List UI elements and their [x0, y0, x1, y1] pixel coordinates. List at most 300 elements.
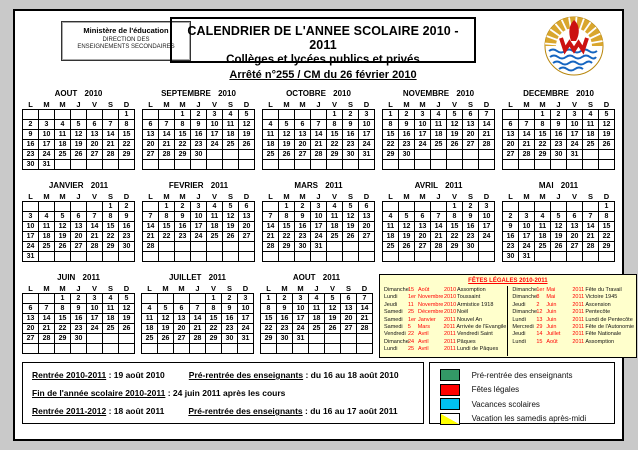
day-cell: 18 [55, 140, 71, 150]
day-cell: 25 [55, 150, 71, 160]
weekday-header: D [123, 283, 130, 293]
holiday-row [512, 331, 634, 338]
day-cell: 3 [567, 110, 583, 120]
holiday-row [512, 287, 634, 294]
day-cell: 18 [327, 222, 343, 232]
day-cell: 5 [399, 212, 415, 222]
day-cell: 17 [39, 140, 55, 150]
day-cell: 4 [103, 294, 119, 304]
holiday-date: 11 [408, 301, 414, 308]
legend-row [440, 413, 614, 425]
day-cell: 26 [399, 242, 415, 252]
month-calendar [142, 89, 255, 170]
day-cell: 23 [343, 140, 359, 150]
month-grid [141, 283, 254, 354]
day-cell: 2 [551, 110, 567, 120]
french-polynesia-emblem-icon [542, 14, 606, 78]
day-cell: 8 [599, 212, 615, 222]
day-cell [567, 160, 583, 170]
day-cell: 27 [143, 150, 159, 160]
holiday-row [384, 324, 506, 331]
holiday-day: Dimanche [512, 287, 538, 293]
day-cell: 24 [238, 324, 254, 334]
day-cell: 6 [87, 120, 103, 130]
day-cell: 14 [479, 120, 495, 130]
holiday-day: Dimanche [384, 338, 409, 345]
holiday-date: 29 [536, 324, 543, 331]
note-label: Rentrée 2010-2011 [32, 370, 107, 380]
holiday-month: Janvier [418, 316, 436, 323]
holiday-date: 25 [408, 309, 415, 316]
weekday-header: S [467, 99, 473, 109]
month-grid [262, 191, 375, 262]
day-cell: 5 [343, 202, 359, 212]
day-cell: 8 [383, 120, 399, 130]
day-cell: 17 [23, 232, 39, 242]
day-cell: 28 [39, 334, 55, 344]
weekday-header: V [211, 191, 217, 201]
day-cell: 21 [519, 140, 535, 150]
day-cell: 12 [119, 304, 135, 314]
day-cell: 2 [222, 294, 238, 304]
holiday-day: Samedi [384, 324, 403, 331]
day-cell: 9 [551, 120, 567, 130]
day-cell: 16 [119, 222, 135, 232]
day-cell: 18 [207, 222, 223, 232]
day-cell: 14 [263, 222, 279, 232]
day-cell [159, 252, 175, 262]
holiday-year: 2011 [572, 324, 585, 331]
weekday-header: J [436, 191, 441, 201]
day-cell: 1 [599, 202, 615, 212]
day-cell [503, 202, 519, 212]
day-cell [551, 202, 567, 212]
weekday-header: J [314, 283, 319, 293]
holiday-name: Assomption [585, 338, 615, 345]
holiday-date: 13 [536, 316, 543, 323]
day-cell: 21 [159, 140, 175, 150]
day-cell: 29 [261, 334, 277, 344]
day-cell: 24 [311, 232, 327, 242]
day-cell: 22 [383, 140, 399, 150]
weekday-header: V [91, 283, 97, 293]
day-cell [519, 202, 535, 212]
holiday-year: 2010 [444, 294, 457, 301]
day-cell: 11 [223, 120, 239, 130]
day-cell [309, 334, 325, 344]
month-calendar [262, 181, 375, 262]
holiday-year: 2011 [572, 316, 585, 323]
holiday-date: 2 [536, 301, 540, 308]
day-cell: 16 [191, 130, 207, 140]
day-cell: 5 [55, 212, 71, 222]
holiday-name: Assomption [457, 287, 486, 293]
note-label: Pré-rentrée des enseignants [188, 406, 303, 416]
day-cell: 28 [190, 334, 206, 344]
weekday-header: V [571, 191, 577, 201]
day-cell: 9 [119, 212, 135, 222]
day-cell: 21 [357, 314, 373, 324]
weekday-header: D [123, 191, 130, 201]
holiday-month: Avril [418, 338, 429, 345]
day-cell [431, 252, 447, 262]
weekday-header: M [539, 191, 546, 201]
day-cell [463, 150, 479, 160]
day-cell [39, 202, 55, 212]
day-cell [383, 160, 399, 170]
day-cell [261, 344, 277, 354]
day-cell: 4 [327, 202, 343, 212]
day-cell: 24 [415, 140, 431, 150]
note-segment: Pré-rentrée des enseignants : du 16 au 17 août 2011 [188, 406, 398, 416]
day-cell [87, 344, 103, 354]
holiday-name: Pentecôte [585, 309, 611, 316]
day-cell: 5 [158, 304, 174, 314]
weekday-header: J [195, 283, 200, 293]
holiday-date: 15 [536, 338, 543, 345]
month-title: DECEMBRE 2010 [523, 89, 594, 98]
day-cell: 21 [263, 232, 279, 242]
day-cell: 16 [343, 130, 359, 140]
day-cell: 22 [447, 232, 463, 242]
weekday-header: M [43, 283, 50, 293]
day-cell [325, 334, 341, 344]
day-cell: 28 [519, 150, 535, 160]
holiday-year: 2011 [444, 338, 456, 345]
holiday-year: 2011 [444, 316, 456, 323]
day-cell: 22 [279, 232, 295, 242]
holiday-row [384, 339, 506, 346]
month-grid [382, 99, 495, 170]
day-cell [158, 294, 174, 304]
day-cell: 18 [309, 314, 325, 324]
day-cell: 21 [143, 232, 159, 242]
day-cell: 3 [39, 120, 55, 130]
holiday-day: Dimanche [384, 287, 409, 293]
day-cell [311, 160, 327, 170]
holiday-month: Mai [546, 287, 556, 293]
day-cell [119, 334, 135, 344]
day-cell: 26 [71, 150, 87, 160]
day-cell: 26 [55, 242, 71, 252]
day-cell: 4 [535, 212, 551, 222]
day-cell: 30 [277, 334, 293, 344]
day-cell: 15 [206, 314, 222, 324]
day-cell [599, 160, 615, 170]
day-cell: 26 [551, 242, 567, 252]
legend-label: Pré-rentrée des enseignants [471, 370, 573, 380]
day-cell: 13 [503, 130, 519, 140]
day-cell [599, 252, 615, 262]
day-cell [279, 160, 295, 170]
day-cell: 24 [39, 150, 55, 160]
day-cell: 25 [263, 150, 279, 160]
day-cell: 5 [119, 294, 135, 304]
weekday-header: L [147, 283, 152, 293]
day-cell [327, 252, 343, 262]
day-cell: 13 [239, 212, 255, 222]
legend-label: Fêtes légales [471, 385, 520, 394]
day-cell: 11 [583, 120, 599, 130]
weekday-header: J [76, 191, 81, 201]
day-cell: 2 [175, 202, 191, 212]
day-cell [158, 344, 174, 354]
weekday-header: D [243, 191, 250, 201]
day-cell: 4 [55, 120, 71, 130]
day-cell: 4 [263, 120, 279, 130]
day-cell [23, 344, 39, 354]
day-cell: 10 [415, 120, 431, 130]
day-cell: 8 [55, 304, 71, 314]
day-cell: 1 [279, 202, 295, 212]
weekday-header: J [556, 191, 561, 201]
legend-swatch-h [440, 413, 460, 425]
holiday-date: 22 [408, 331, 415, 338]
day-cell [479, 252, 495, 262]
day-cell: 23 [175, 232, 191, 242]
day-cell [359, 242, 375, 252]
day-cell: 13 [341, 304, 357, 314]
day-cell: 24 [23, 242, 39, 252]
day-cell: 22 [206, 324, 222, 334]
day-cell [191, 242, 207, 252]
day-cell: 16 [222, 314, 238, 324]
day-cell: 22 [261, 324, 277, 334]
month-title: AOUT 2010 [54, 89, 103, 98]
day-cell: 8 [261, 304, 277, 314]
day-cell: 6 [567, 212, 583, 222]
day-cell: 25 [207, 232, 223, 242]
holiday-year: 2010 [444, 301, 457, 308]
day-cell: 19 [223, 222, 239, 232]
day-cell: 3 [359, 110, 375, 120]
day-cell: 27 [415, 242, 431, 252]
holiday-day: Lundi [512, 316, 526, 323]
day-cell: 20 [239, 222, 255, 232]
day-cell: 6 [463, 110, 479, 120]
key-dates-notes [22, 362, 424, 424]
day-cell [39, 344, 55, 354]
day-cell: 3 [191, 202, 207, 212]
weekday-header: V [210, 283, 216, 293]
day-cell: 6 [359, 202, 375, 212]
holiday-name: Vendredi Saint [457, 331, 493, 338]
day-cell: 14 [583, 222, 599, 232]
day-cell: 24 [359, 140, 375, 150]
weekday-header: D [243, 99, 250, 109]
day-cell: 10 [479, 212, 495, 222]
day-cell: 29 [383, 150, 399, 160]
holiday-name: Fête du Travail [585, 287, 622, 293]
day-cell: 2 [23, 120, 39, 130]
note-segment: Rentrée 2011-2012 : 18 août 2011 [32, 406, 165, 416]
day-cell [535, 202, 551, 212]
day-cell: 1 [261, 294, 277, 304]
month-title: NOVEMBRE 2010 [402, 89, 475, 98]
day-cell: 8 [159, 212, 175, 222]
day-cell: 22 [55, 324, 71, 334]
day-cell [175, 160, 191, 170]
day-cell: 16 [463, 222, 479, 232]
weekday-header: L [508, 191, 513, 201]
holiday-name: Toussaint [457, 294, 481, 301]
weekday-header: J [316, 191, 321, 201]
month-grid [22, 283, 135, 354]
day-cell: 21 [431, 232, 447, 242]
day-cell: 8 [279, 212, 295, 222]
day-cell: 11 [431, 120, 447, 130]
day-cell: 29 [535, 150, 551, 160]
day-cell: 26 [223, 232, 239, 242]
day-cell: 30 [23, 160, 39, 170]
day-cell: 3 [415, 110, 431, 120]
weekday-header: V [331, 99, 337, 109]
day-cell: 19 [119, 314, 135, 324]
note-segment: Pré-rentrée des enseignants : du 16 au 18 août 2010 [188, 370, 399, 380]
day-cell: 18 [431, 130, 447, 140]
day-cell [143, 202, 159, 212]
month-title: AVRIL 2011 [414, 181, 463, 190]
day-cell [383, 202, 399, 212]
day-cell: 26 [599, 140, 615, 150]
note-label: Pré-rentrée des enseignants [188, 370, 304, 380]
weekday-header: V [571, 99, 577, 109]
day-cell [191, 160, 207, 170]
day-cell [55, 202, 71, 212]
holiday-month: Juin [546, 309, 557, 316]
day-cell: 16 [71, 314, 87, 324]
legend-swatch-c [440, 398, 460, 410]
day-cell [239, 160, 255, 170]
day-cell: 20 [341, 314, 357, 324]
day-cell: 1 [447, 202, 463, 212]
weekday-header: J [76, 99, 81, 109]
day-cell [71, 202, 87, 212]
day-cell: 26 [119, 324, 135, 334]
page-subtitle: Collèges et lycées publics et privés [226, 54, 420, 66]
day-cell: 6 [295, 120, 311, 130]
day-cell: 17 [311, 222, 327, 232]
weekday-header: L [148, 99, 153, 109]
day-cell: 2 [295, 202, 311, 212]
day-cell [223, 160, 239, 170]
weekday-header: S [226, 283, 232, 293]
day-cell: 30 [551, 150, 567, 160]
month-grid [502, 99, 615, 170]
day-cell: 9 [277, 304, 293, 314]
day-cell: 18 [383, 232, 399, 242]
weekday-header: S [587, 191, 593, 201]
day-cell: 30 [71, 334, 87, 344]
day-cell: 20 [567, 232, 583, 242]
day-cell [431, 160, 447, 170]
weekday-header: S [347, 191, 353, 201]
day-cell: 29 [447, 242, 463, 252]
day-cell [190, 344, 206, 354]
legal-holidays-table [379, 274, 637, 358]
day-cell [479, 160, 495, 170]
day-cell: 23 [119, 232, 135, 242]
day-cell: 27 [23, 334, 39, 344]
day-cell: 20 [143, 140, 159, 150]
holiday-row [384, 302, 506, 309]
day-cell: 25 [39, 242, 55, 252]
weekday-header: M [523, 191, 530, 201]
day-cell: 5 [71, 120, 87, 130]
legal-holidays-title: FÊTES LÉGALES 2010-2011 [468, 278, 548, 284]
holiday-row [384, 287, 506, 294]
day-cell: 16 [551, 130, 567, 140]
day-cell [206, 344, 222, 354]
day-cell: 15 [159, 222, 175, 232]
holiday-name: Pâques [457, 338, 476, 345]
day-cell: 24 [519, 242, 535, 252]
day-cell: 6 [23, 304, 39, 314]
weekday-header: L [28, 99, 33, 109]
day-cell [23, 294, 39, 304]
holiday-month: Août [546, 338, 558, 345]
day-cell [103, 334, 119, 344]
day-cell: 5 [325, 294, 341, 304]
month-title: MARS 2011 [294, 181, 343, 190]
day-cell [583, 150, 599, 160]
holiday-day: Mercredi [512, 324, 534, 331]
day-cell: 29 [206, 334, 222, 344]
day-cell: 12 [325, 304, 341, 314]
day-cell [551, 252, 567, 262]
day-cell [583, 252, 599, 262]
day-cell: 29 [279, 242, 295, 252]
day-cell: 2 [343, 110, 359, 120]
day-cell: 9 [191, 120, 207, 130]
weekday-header: V [451, 191, 457, 201]
day-cell [311, 110, 327, 120]
day-cell: 30 [119, 242, 135, 252]
weekday-header: M [178, 283, 185, 293]
weekday-header: J [196, 191, 201, 201]
day-cell [415, 160, 431, 170]
day-cell: 11 [263, 130, 279, 140]
weekday-header: M [523, 99, 530, 109]
day-cell: 21 [103, 140, 119, 150]
day-cell: 15 [279, 222, 295, 232]
holiday-month: Juillet [546, 331, 561, 338]
day-cell: 31 [567, 150, 583, 160]
holiday-date: 15 [408, 287, 415, 293]
holiday-month: Août [418, 287, 430, 293]
weekday-header: J [76, 283, 81, 293]
day-cell [279, 252, 295, 262]
holiday-year: 2011 [572, 331, 585, 338]
day-cell [263, 252, 279, 262]
day-cell: 31 [311, 242, 327, 252]
day-cell: 27 [174, 334, 190, 344]
day-cell: 14 [190, 314, 206, 324]
weekday-header: M [297, 283, 304, 293]
day-cell: 26 [158, 334, 174, 344]
day-cell [207, 242, 223, 252]
weekday-header: L [388, 191, 393, 201]
day-cell: 20 [415, 232, 431, 242]
holiday-row [512, 294, 634, 301]
holiday-name: Armistice 1918 [457, 301, 494, 308]
day-cell: 19 [325, 314, 341, 324]
weekday-header: S [227, 191, 233, 201]
weekday-header: J [316, 99, 321, 109]
day-cell: 17 [191, 222, 207, 232]
day-cell [341, 334, 357, 344]
day-cell [567, 202, 583, 212]
